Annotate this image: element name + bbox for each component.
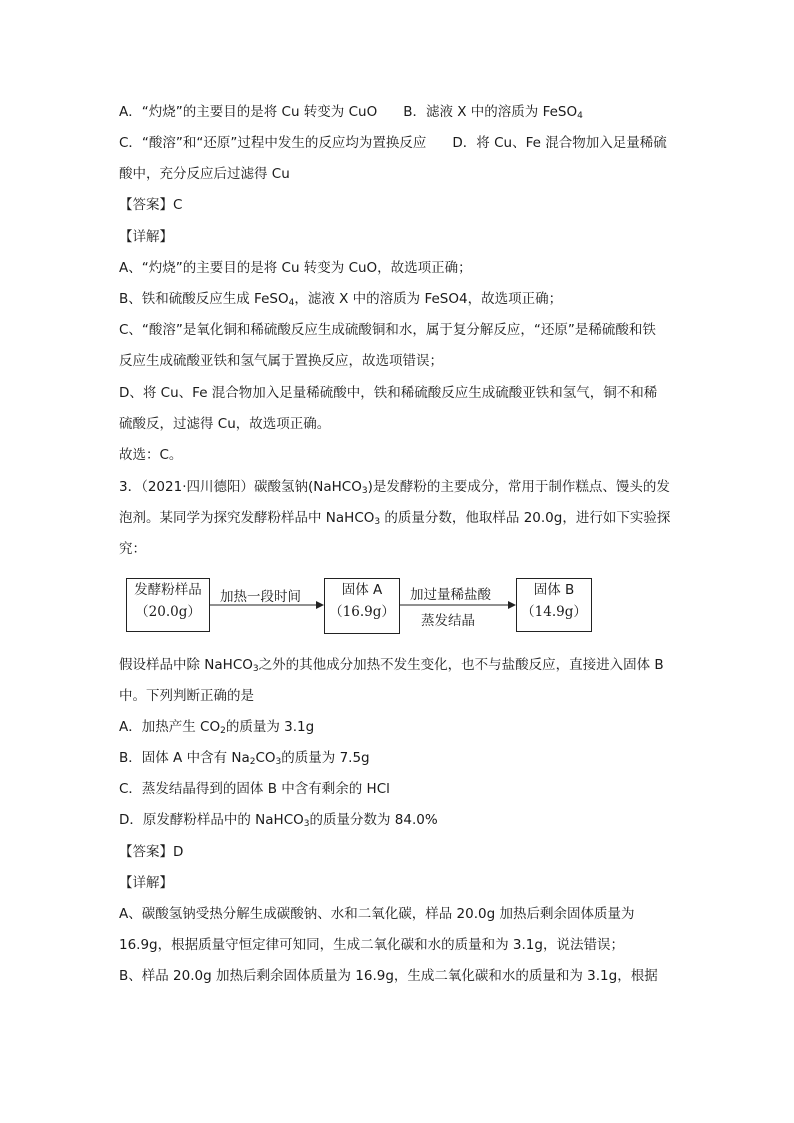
q3-option-b-sub2: 3 <box>275 757 282 767</box>
q3-option-d-pre: D．原发酵粉样品中的 NaHCO <box>119 812 304 828</box>
q3-explanation-2: 16.9g，根据质量守恒定律可知同，生成二氧化碳和水的质量和为 3.1g，说法错误； <box>119 937 624 953</box>
q3-explanation-1: A、碳酸氢钠受热分解生成碳酸钠、水和二氧化碳，样品 20.0g 加热后剩余固体质量为 <box>119 906 635 922</box>
q2-detail-b-post: ，滤液 X 中的溶质为 FeSO4，故选项正确； <box>294 291 563 307</box>
q3-stem-l1-pre: 3．（2021·四川德阳）碳酸氢钠(NaHCO <box>119 479 362 495</box>
q3-option-a-post: 的质量为 3.1g <box>225 719 315 735</box>
q3-option-a <box>119 717 314 737</box>
q3-answer: 【答案】D <box>119 844 184 860</box>
q3-option-a-pre: A．加热产生 CO <box>119 719 221 735</box>
q3-assumption-line1 <box>119 655 664 675</box>
q3-option-d <box>119 810 438 830</box>
q3-detail-title: 【详解】 <box>119 875 173 891</box>
option-a-prefix: A． <box>119 104 142 120</box>
q3-stem-l2-post: 的质量分数，他取样品 20.0g，进行如下实验探 <box>380 510 671 526</box>
q3-option-b-post: 的质量为 7.5g <box>281 750 370 766</box>
q3-assume-post: 之外的其他成分加热不发生变化，也不与盐酸反应，直接进入固体 B <box>258 657 664 673</box>
q3-explanation-3: B、样品 20.0g 加热后剩余固体质量为 16.9g，生成二氧化碳和水的质量和为 3.1g，根据 <box>119 968 658 984</box>
q3-option-b <box>119 748 370 768</box>
arrow-1-label: 加热一段时间 <box>220 589 301 605</box>
q3-stem-line3: 究： <box>119 541 146 557</box>
q3-option-d-post: 的质量分数为 84.0% <box>309 812 438 828</box>
option-c-text: C．“酸溶”和“还原”过程中发生的反应均为置换反应 <box>119 135 427 151</box>
q2-detail-d1: D、将 Cu、Fe 混合物加入足量稀硫酸中，铁和稀硫酸反应生成硫酸亚铁和氢气，铜不和稀 <box>119 385 658 401</box>
q3-stem-l1-post: )是发酵粉的主要成分，常用于制作糕点、馒头的发 <box>367 479 670 495</box>
option-d-text: D．将 Cu、Fe 混合物加入足量稀硫 <box>452 135 667 151</box>
q3-assumption-line2: 中。下列判断正确的是 <box>119 688 254 704</box>
flow-box-solid-b-label: 固体 B <box>533 582 575 598</box>
flow-box-solid-b-mass: （14.9g） <box>521 604 587 620</box>
q3-option-c: C．蒸发结晶得到的固体 B 中含有剩余的 HCl <box>119 781 390 797</box>
flow-box-sample-label: 发酵粉样品 <box>134 582 202 598</box>
q2-detail-c2: 反应生成硫酸亚铁和氢气属于置换反应，故选项错误； <box>119 353 443 369</box>
q2-detail-title: 【详解】 <box>119 229 173 245</box>
q3-option-b-mid: CO <box>255 750 276 766</box>
q3-stem-l2-sub: 3 <box>374 517 381 527</box>
flow-box-solid-a-mass: （16.9g） <box>329 604 395 620</box>
option-b-text: B．滤液 X 中的溶质为 FeSO <box>403 104 578 120</box>
q2-detail-d2: 硫酸反，过滤得 Cu，故选项正确。 <box>119 416 331 432</box>
q2-detail-b-pre: B、铁和硫酸反应生成 FeSO <box>119 291 289 307</box>
q2-detail-c1: C、“酸溶”是氧化铜和稀硫酸反应生成硫酸铜和水，属于复分解反应，“还原”是稀硫酸和铁 <box>119 322 656 338</box>
q2-detail-a: A、“灼烧”的主要目的是将 Cu 转变为 CuO，故选项正确； <box>119 260 472 276</box>
option-b-sub: 4 <box>577 111 583 121</box>
flow-box-solid-a <box>324 578 400 634</box>
q2-choose: 故选：C。 <box>119 447 183 463</box>
flow-box-sample <box>126 578 210 632</box>
arrow-2-label-top: 加过量稀盐酸 <box>410 587 491 603</box>
q3-stem-l2-pre: 泡剂。某同学为探究发酵粉样品中 NaHCO <box>119 510 375 526</box>
q2-answer: 【答案】C <box>119 197 183 213</box>
option-a-text: “灼烧”的主要目的是将 Cu 转变为 CuO <box>141 104 378 120</box>
flow-box-solid-b <box>516 578 592 632</box>
q3-option-a-sub: 2 <box>220 726 226 736</box>
flow-box-sample-mass: （20.0g） <box>135 604 201 620</box>
q3-assume-sub: 3 <box>252 664 259 674</box>
q3-option-b-sub1: 2 <box>249 757 256 767</box>
option-d-continued: 酸中，充分反应后过滤得 Cu <box>119 166 290 182</box>
q3-option-d-sub: 3 <box>303 819 310 829</box>
arrow-2-label-bottom: 蒸发结晶 <box>421 613 475 629</box>
flow-box-solid-a-label: 固体 A <box>341 582 383 598</box>
q3-assume-pre: 假设样品中除 NaHCO <box>119 657 253 673</box>
q3-option-b-pre: B．固体 A 中含有 Na <box>119 750 250 766</box>
q2-detail-b-sub: 4 <box>288 298 295 308</box>
q3-stem-l1-sub: 3 <box>361 486 368 496</box>
